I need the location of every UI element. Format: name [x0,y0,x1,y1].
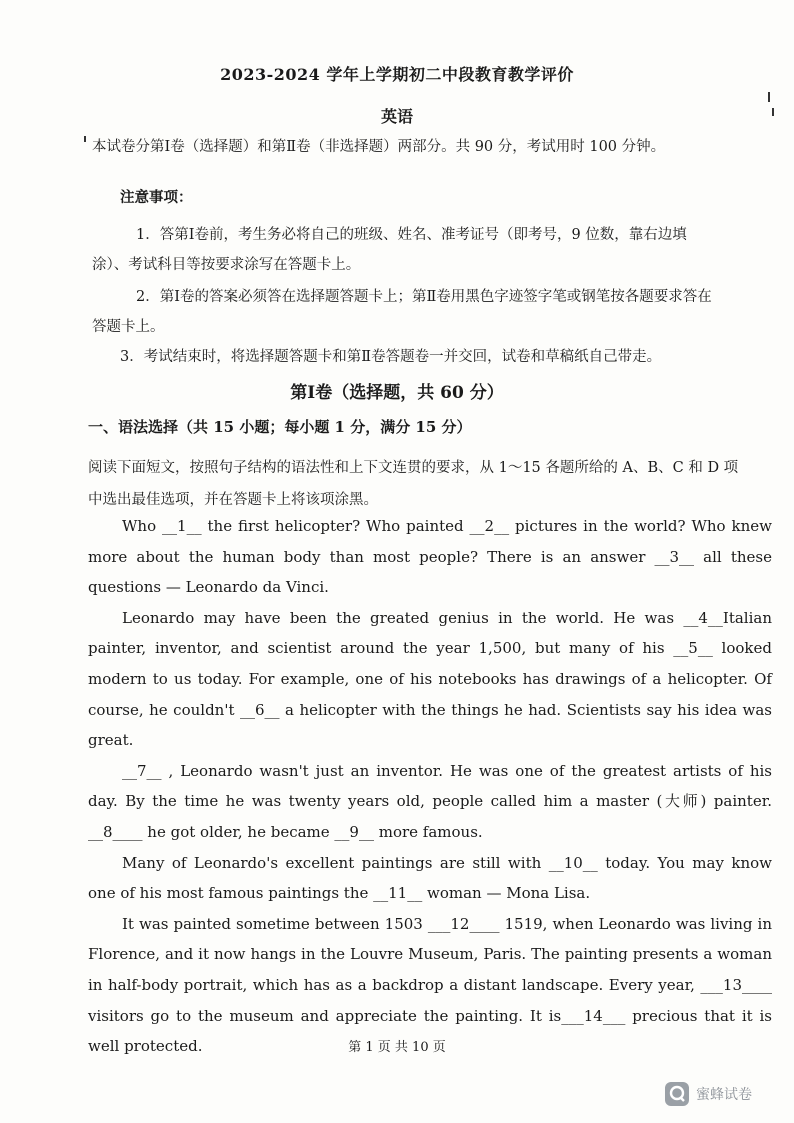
passage-paragraph-2: Leonardo may have been the greated genius in the world. He was __4__Italian painter, inventor, and scientist around the year 1,500, but many of his __5__ looked modern to us today. For example, one of his notebooks has drawings of a helicopter. Of course, he couldn't __6__ a helicopter with the things he had. Scientists say his idea was great. [88,608,772,750]
scan-mark [768,92,770,102]
part-instructions: 阅读下面短文，按照句子结构的语法性和上下文连贯的要求，从 1～15 各题所给的 A、B、C 和 D 项中选出最佳选项，并在答题卡上将该项涂黑。 [88,460,739,508]
watermark [664,1076,782,1112]
notes-title: 注意事项： [120,189,193,206]
subject-title: 英语 [380,107,413,126]
note-item-3: 3．考试结束时，将选择题答题卡和第Ⅱ卷答题卷一并交回，试卷和草稿纸自己带走。 [120,349,662,365]
passage-paragraph-3: __7__ , Leonardo wasn't just an inventor. He was one of the greatest artists of his day. By the time he was twenty years old, people called him a master (大师) painter. __8____ he got older, he became __9__ more famous. [88,761,772,841]
note-item-2: 2．第Ⅰ卷的答案必须答在选择题答题卡上；第Ⅱ卷用黑色字迹签字笔或钢笔按各题要求答在答题卡上。 [92,289,712,335]
page-footer: 第 1 页 共 10 页 [348,1040,446,1055]
watermark-logo-icon [664,1081,690,1107]
exam-intro: 本试卷分第Ⅰ卷（选择题）和第Ⅱ卷（非选择题）两部分。共 90 分，考试用时 100 分钟。 [92,139,666,155]
note-item-1: 1．答第Ⅰ卷前，考生务必将自己的班级、姓名、准考证号（即考号，9 位数，靠右边填涂）、考试科目等按要求涂写在答题卡上。 [92,227,687,273]
passage-paragraph-4: Many of Leonardo's excellent paintings are still with __10__ today. You may know one of his most famous paintings the __11__ woman — Mona Lisa. [88,853,772,903]
passage-paragraph-1: Who __1__ the first helicopter? Who painted __2__ pictures in the world? Who knew more about the human body than most people? There is an answer __3__ all these questions — Leonardo da Vinci. [88,517,772,597]
watermark-text: 蜜蜂试卷 [696,1087,752,1103]
exam-title: 2023-2024 学年上学期初二中段教育教学评价 [220,65,574,84]
reading-passage [88,511,772,1062]
part-title: 一、语法选择（共 15 小题；每小题 1 分，满分 15 分） [88,418,472,436]
scan-mark [772,108,774,116]
passage-paragraph-5: It was painted sometime between 1503 ___12____ 1519, when Leonardo was living in Florence, and it now hangs in the Louvre Museum, Paris. The painting presents a woman in half-body portrait, which has as a backdrop a distant landscape. Every year, ___13____ visitors go to the museum and appreciate the painting. It is___14___ precious that it is well protected. [88,914,772,1056]
section-title: 第Ⅰ卷（选择题，共 60 分） [290,383,504,403]
scan-mark [84,136,86,142]
